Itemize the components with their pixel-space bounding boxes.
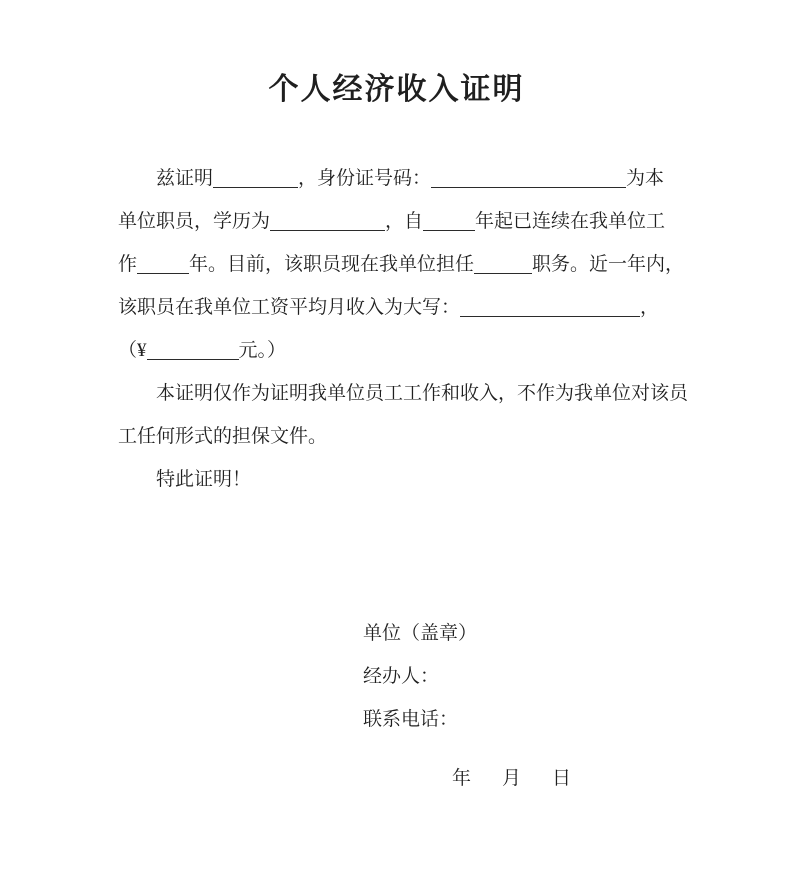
- signature-block: [363, 612, 683, 741]
- text-segment: 年起已连续在我单位工: [475, 211, 666, 232]
- body-line-5: [118, 329, 683, 372]
- text-segment: ，: [640, 297, 660, 318]
- text-segment: 年。目前，该职员现在我单位担任: [189, 254, 475, 275]
- month-label: 月: [502, 768, 522, 789]
- text-segment: 单位职员，学历为: [118, 211, 271, 232]
- body-line-1: [118, 157, 683, 200]
- unit-seal-label: 单位（盖章）: [363, 623, 478, 644]
- text-segment: 为本: [626, 168, 665, 189]
- date-line: [452, 757, 683, 800]
- text-segment: 元。）: [238, 340, 287, 361]
- blank-education-field: [270, 211, 385, 231]
- document-title: 个人经济收入证明: [268, 73, 525, 106]
- day-label: 日: [552, 768, 572, 789]
- text-segment: 职务。近一年内，: [532, 254, 685, 275]
- body-line-7: 工任何形式的担保文件。: [118, 426, 328, 447]
- handler-label: 经办人：: [363, 666, 440, 687]
- body-line-6: 本证明仅作为证明我单位员工工作和收入，不作为我单位对该员: [156, 383, 689, 404]
- blank-name-field: [213, 168, 298, 188]
- blank-position-field: [474, 254, 532, 274]
- text-segment: 该职员在我单位工资平均月收入为大写：: [118, 297, 461, 318]
- text-segment: （¥: [118, 340, 147, 361]
- blank-years-worked-field: [137, 254, 189, 274]
- body-line-2: [118, 200, 683, 243]
- text-segment: ，身份证号码：: [298, 168, 432, 189]
- body-line-3: [118, 243, 683, 286]
- closing-statement: 特此证明！: [156, 469, 252, 490]
- blank-id-number-field: [431, 168, 626, 188]
- phone-label: 联系电话：: [363, 709, 459, 730]
- blank-start-year-field: [423, 211, 475, 231]
- blank-income-numeric-field: [147, 340, 239, 360]
- text-segment: 兹证明: [156, 168, 214, 189]
- document-body: [118, 157, 689, 800]
- year-label: 年: [452, 768, 472, 789]
- text-segment: 作: [118, 254, 138, 275]
- blank-income-capital-field: [460, 297, 640, 317]
- text-segment: ，自: [385, 211, 424, 232]
- body-line-4: [118, 286, 683, 329]
